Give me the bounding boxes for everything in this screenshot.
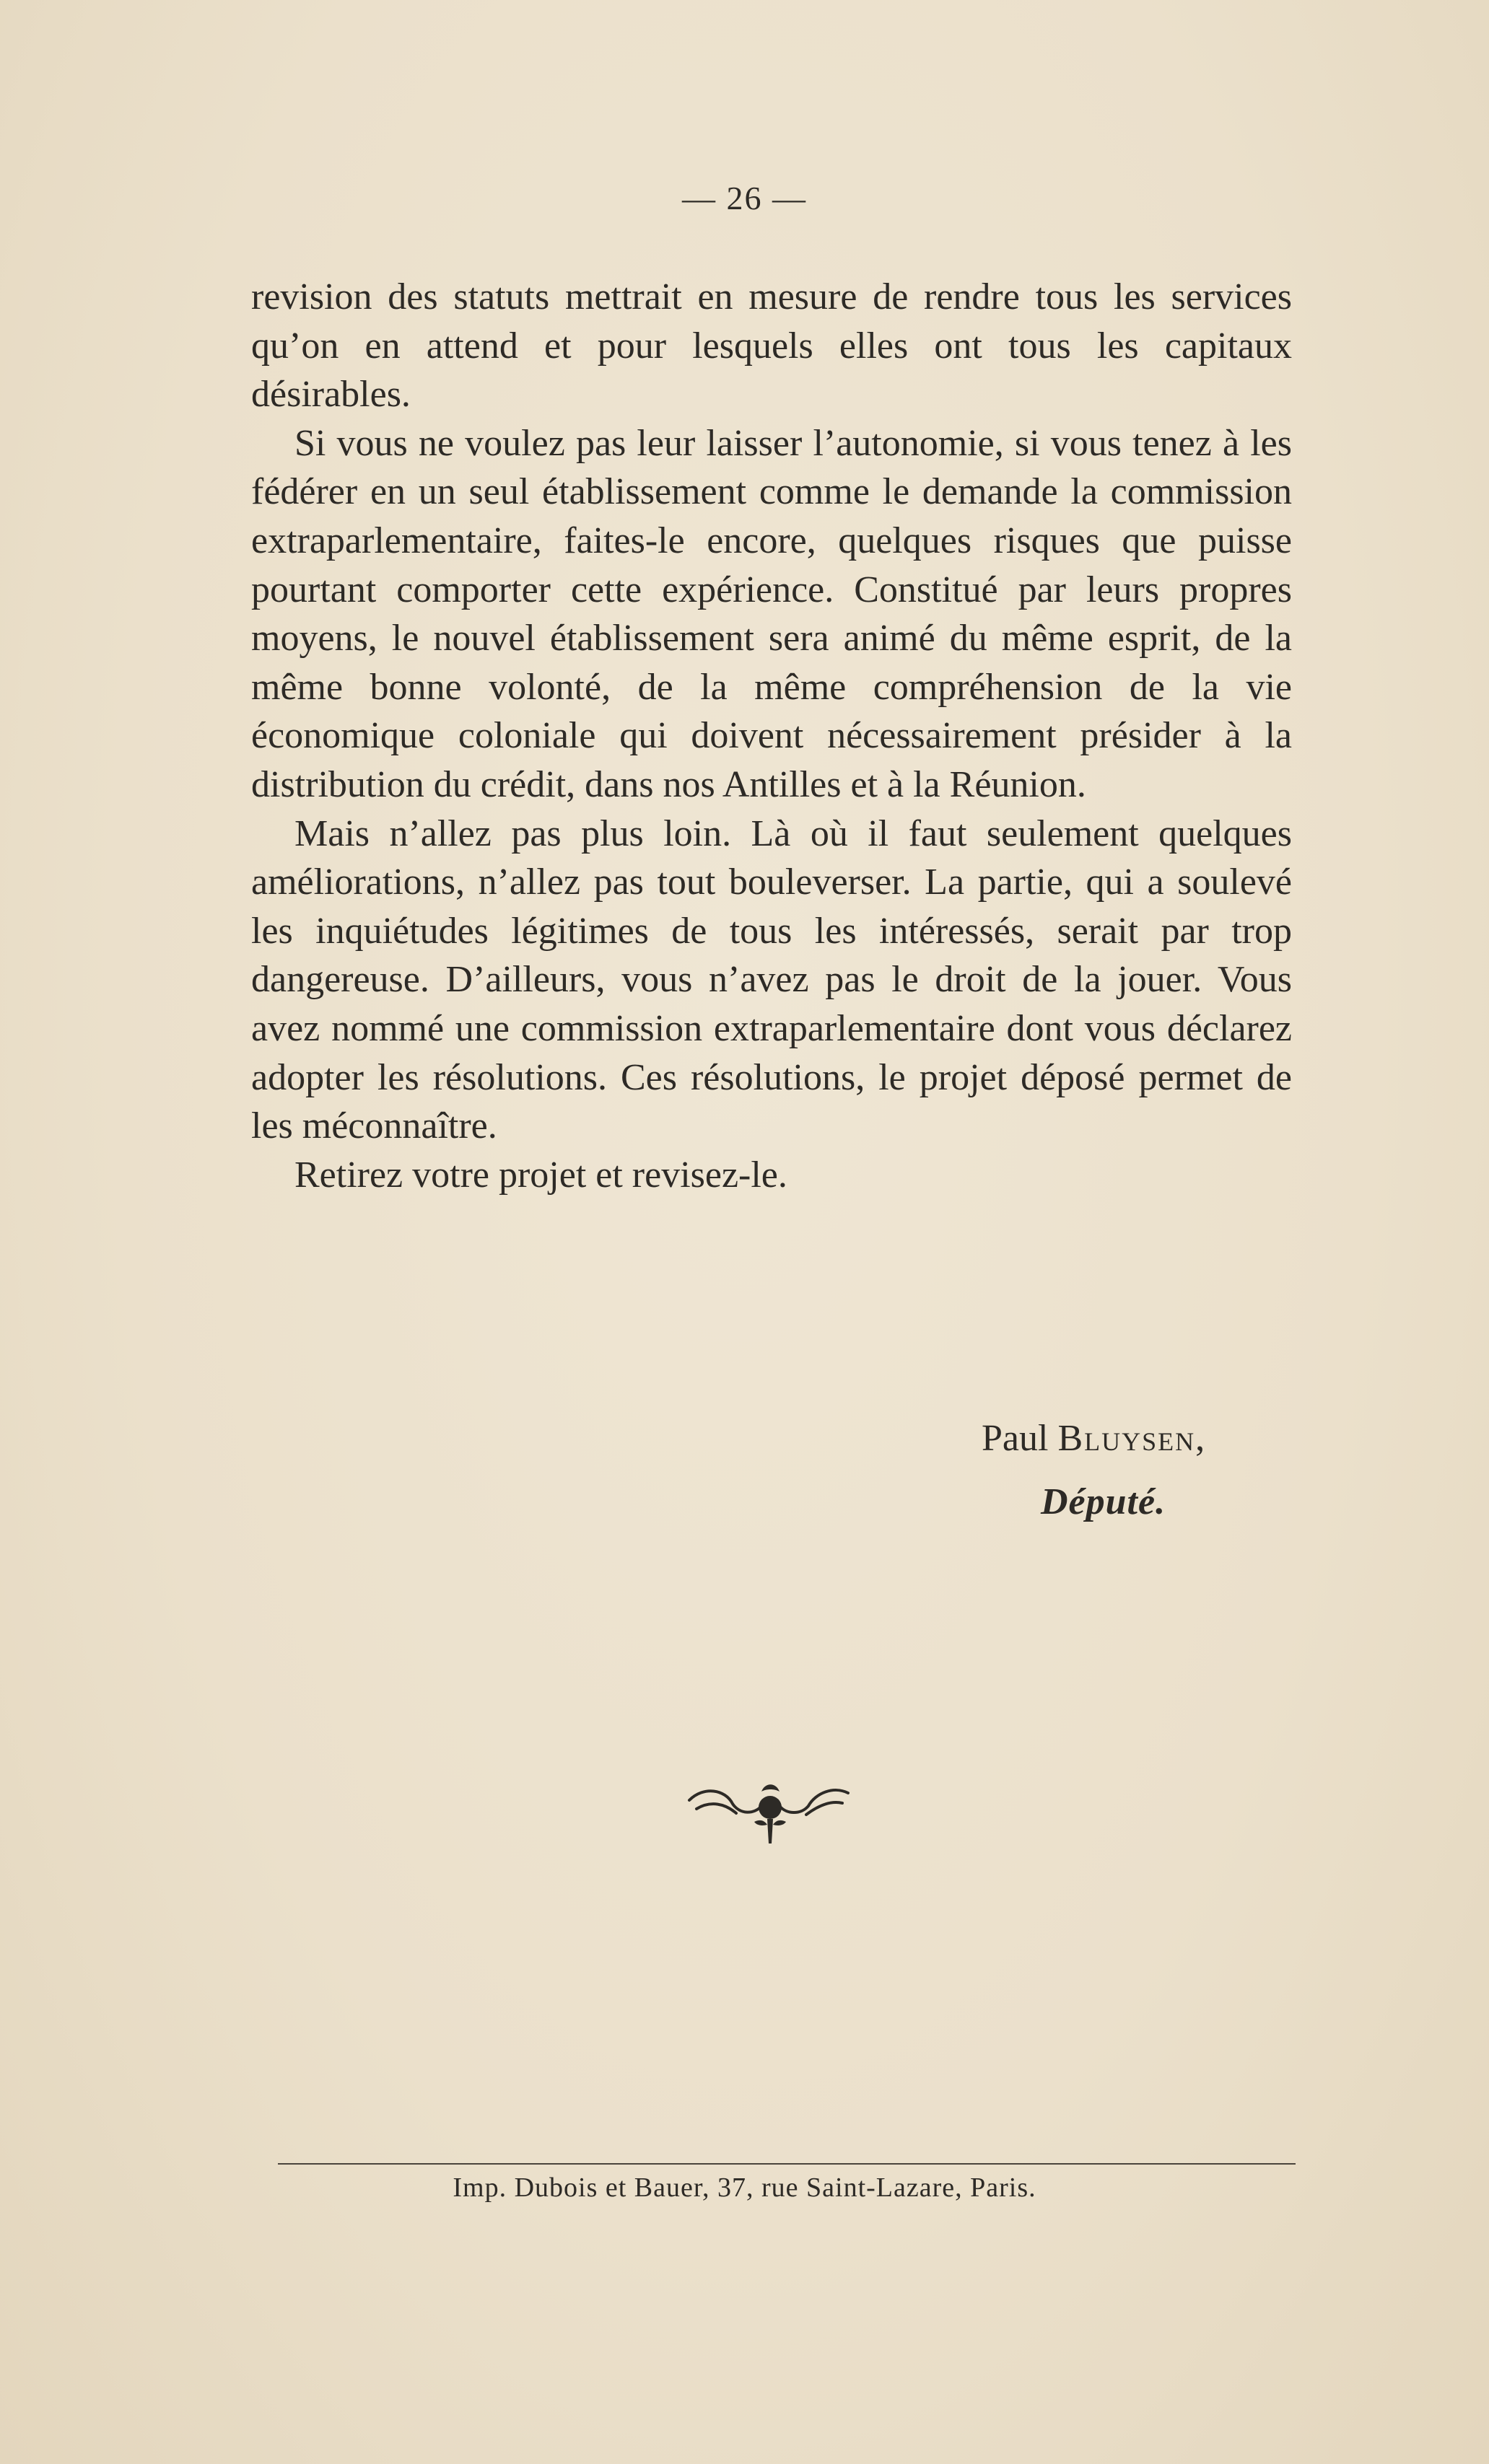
body-text	[251, 273, 1292, 1199]
signature-first-name: Paul	[982, 1418, 1049, 1459]
paragraph-4: Retirez votre projet et revisez-le.	[294, 1154, 787, 1196]
paragraph-1: revision des statuts mettrait en mesure de rendre tous les services qu’on en attend et pour lesquels elles ont tous les capitaux désirables.	[251, 276, 1292, 416]
signature-last-name: Bluysen,	[1057, 1418, 1207, 1459]
footer-imprint: Imp. Dubois et Bauer, 37, rue Saint-Lazare, Paris.	[453, 2173, 1036, 2203]
footer-divider	[278, 2163, 1296, 2167]
paragraph-2: Si vous ne voulez pas leur laisser l’autonomie, si vous tenez à les fédérer en un seul établissement comme le demande la commission extraparlementaire, faites-le encore, quelques risques que puisse pourtant comporter cette expérience. Constitué par leurs propres moyens, le nouvel établissement sera animé du même esprit, de la même bonne volonté, de la même compréhension de la vie économique coloniale qui doivent nécessairement présider à la distribution du crédit, dans nos Antilles et à la Réunion.	[251, 422, 1292, 805]
fleuron-ornament	[675, 1771, 863, 1851]
signature-title: Député.	[1041, 1481, 1166, 1522]
signature	[982, 1414, 1206, 1463]
signature-name	[982, 1418, 1206, 1459]
page-number: — 26 —	[682, 180, 807, 216]
paragraph-3: Mais n’allez pas plus loin. Là où il faut seulement quelques améliorations, n’allez pas tout bouleverser. La partie, qui a soulevé les inquiétudes légitimes de tous les intéressés, serait par trop dangereuse. D’ailleurs, vous n’avez pas le droit de la jouer. Vous avez nommé une commission extraparlementaire dont vous déclarez adopter les résolutions. Ces résolutions, le projet déposé permet de les méconnaître.	[251, 812, 1292, 1147]
